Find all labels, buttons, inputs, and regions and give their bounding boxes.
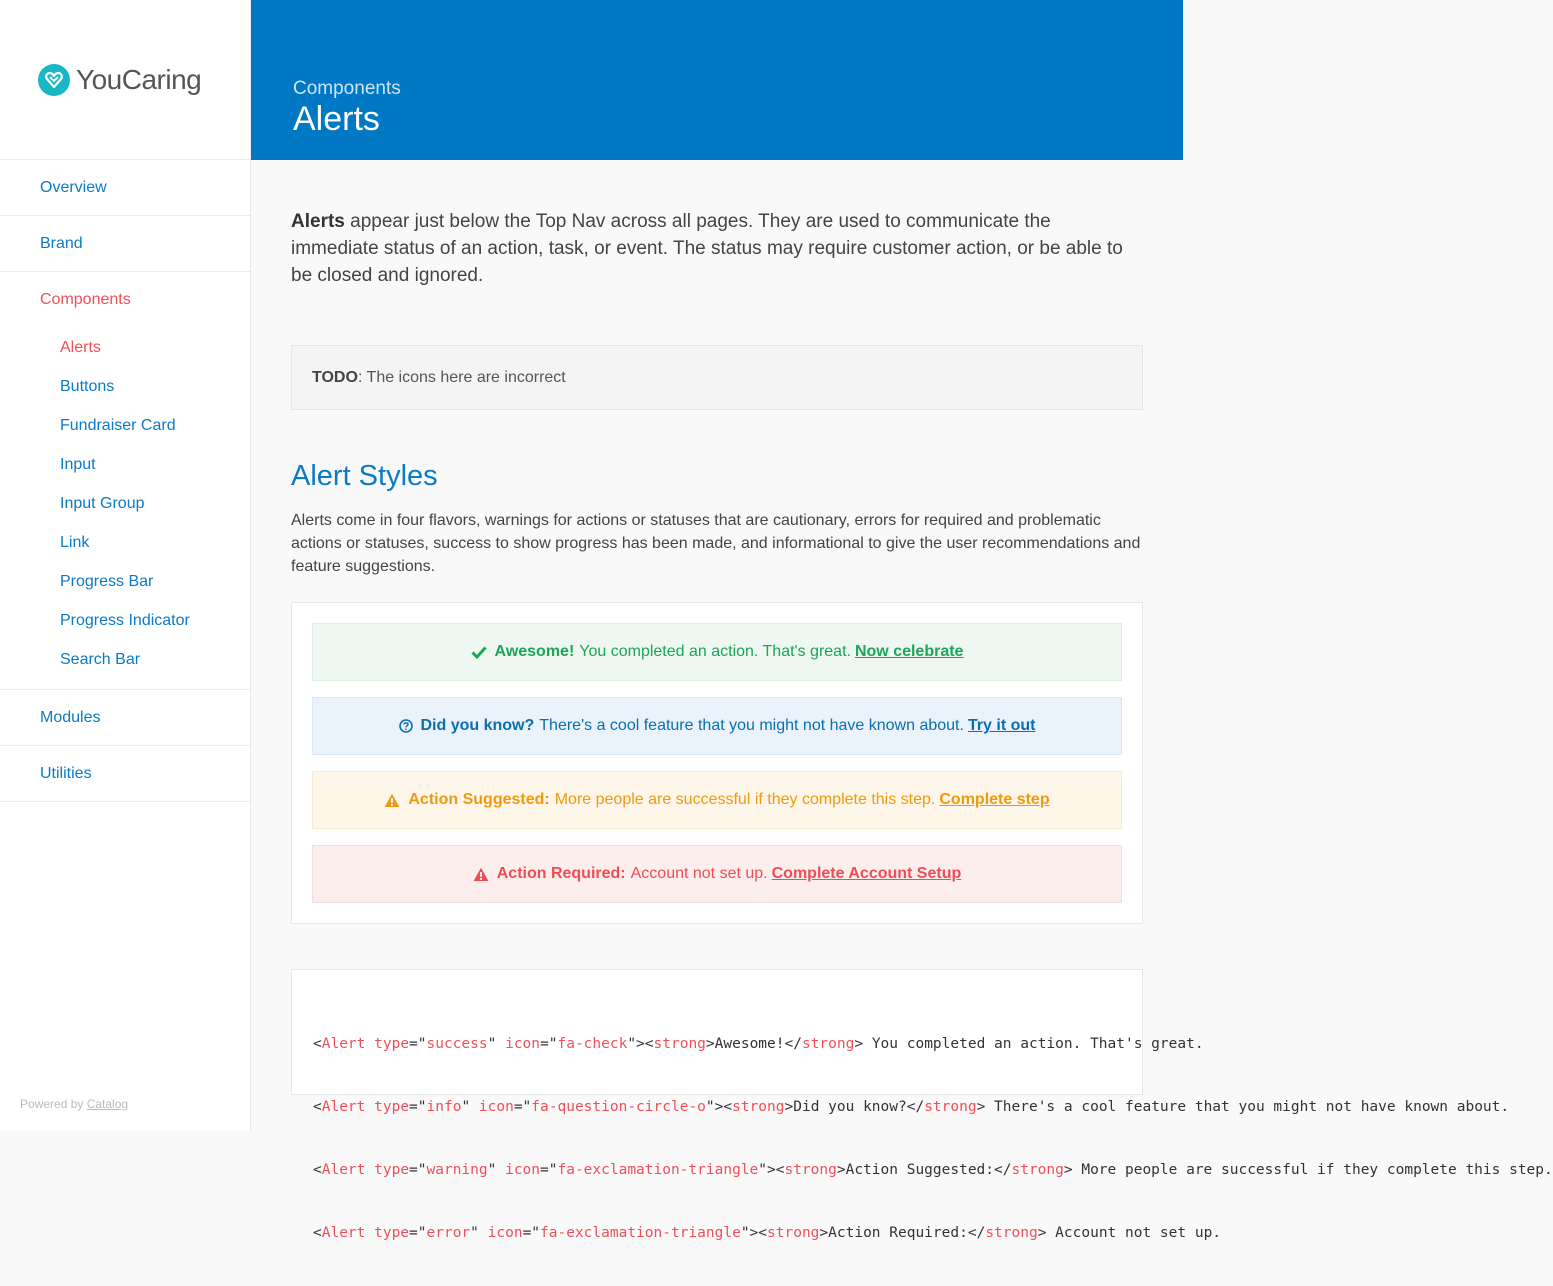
- complete-account-setup-link[interactable]: Complete Account Setup: [771, 865, 962, 882]
- alert-info: Did you know? There's a cool feature that you might not have known about. Try it out: [312, 697, 1122, 755]
- main-content: [291, 160, 1553, 1241]
- code-line: <Alert type="success" icon="fa-check"><strong>Awesome!</strong> You completed an action. That's great.: [313, 1036, 1204, 1052]
- question-circle-icon: [399, 719, 413, 733]
- check-icon: [471, 645, 487, 659]
- page-header: [251, 0, 1183, 160]
- code-line: <Alert type="warning" icon="fa-exclamation-triangle"><strong>Action Suggested:</strong> More people are successful if they complete this step.: [313, 1162, 1553, 1178]
- complete-step-link[interactable]: Complete step: [939, 791, 1050, 808]
- alerts-demo: [291, 602, 1143, 924]
- nav-sub-search-bar[interactable]: Search Bar: [60, 650, 141, 668]
- nav-sub-alerts[interactable]: Alerts: [60, 338, 101, 356]
- powered-by: Powered by Catalog: [20, 1097, 129, 1111]
- nav-sub-progress-indicator[interactable]: Progress Indicator: [60, 611, 190, 629]
- nav-sub-link[interactable]: Link: [60, 533, 90, 551]
- alert-error: Action Required: Account not set up. Complete Account Setup: [312, 845, 1122, 903]
- code-line: <Alert type="error" icon="fa-exclamation-triangle"><strong>Action Required:</strong> Account not set up.: [313, 1225, 1222, 1241]
- alert-styles-heading: Alert Styles: [291, 460, 438, 492]
- nav-sub-input[interactable]: Input: [60, 455, 96, 473]
- nav-item-modules[interactable]: Modules: [0, 690, 250, 746]
- nav-sub-input-group[interactable]: Input Group: [60, 494, 145, 512]
- nav-sub-progress-bar[interactable]: Progress Bar: [60, 572, 154, 590]
- nav-item-components[interactable]: Components: [40, 291, 131, 308]
- page-section: Components: [293, 78, 401, 99]
- youcaring-heart-icon: [38, 64, 70, 96]
- nav-sub-fundraiser-card[interactable]: Fundraiser Card: [60, 416, 176, 434]
- logo[interactable]: [0, 0, 250, 160]
- catalog-link[interactable]: Catalog: [86, 1097, 129, 1111]
- now-celebrate-link[interactable]: Now celebrate: [854, 643, 964, 660]
- code-line: <Alert type="info" icon="fa-question-circle-o"><strong>Did you know?</strong> There's a cool feature that you might not have known about.: [313, 1099, 1510, 1115]
- page-title: Alerts: [293, 100, 380, 138]
- nav-group-components: [0, 272, 250, 690]
- nav-sub-buttons[interactable]: Buttons: [60, 377, 115, 395]
- sidebar: [0, 0, 251, 1131]
- try-it-out-link[interactable]: Try it out: [967, 717, 1036, 734]
- exclamation-triangle-icon: [473, 867, 489, 882]
- alert-styles-description: Alerts come in four flavors, warnings for actions or statuses that are cautionary, errors for required and problematic actions or statuses, success to show progress has been made, and informational to give the user recommendations and feature suggestions.: [291, 512, 1141, 575]
- todo-note: TODO : The icons here are incorrect: [291, 345, 1143, 410]
- exclamation-triangle-icon: [384, 793, 400, 808]
- alert-success: Awesome! You completed an action. That's great. Now celebrate: [312, 623, 1122, 681]
- nav-item-brand[interactable]: Brand: [0, 216, 250, 272]
- code-sample: [291, 969, 1553, 1241]
- alert-warning: Action Suggested: More people are successful if they complete this step. Complete step: [312, 771, 1122, 829]
- nav-item-utilities[interactable]: Utilities: [0, 746, 250, 802]
- logo-text: YouCaring: [76, 63, 202, 95]
- nav-item-overview[interactable]: Overview: [0, 160, 250, 216]
- intro-text: Alerts appear just below the Top Nav across all pages. They are used to communicate the immediate status of an action, task, or event. The status may require customer action, or be able to be closed and ignored.: [291, 211, 1123, 286]
